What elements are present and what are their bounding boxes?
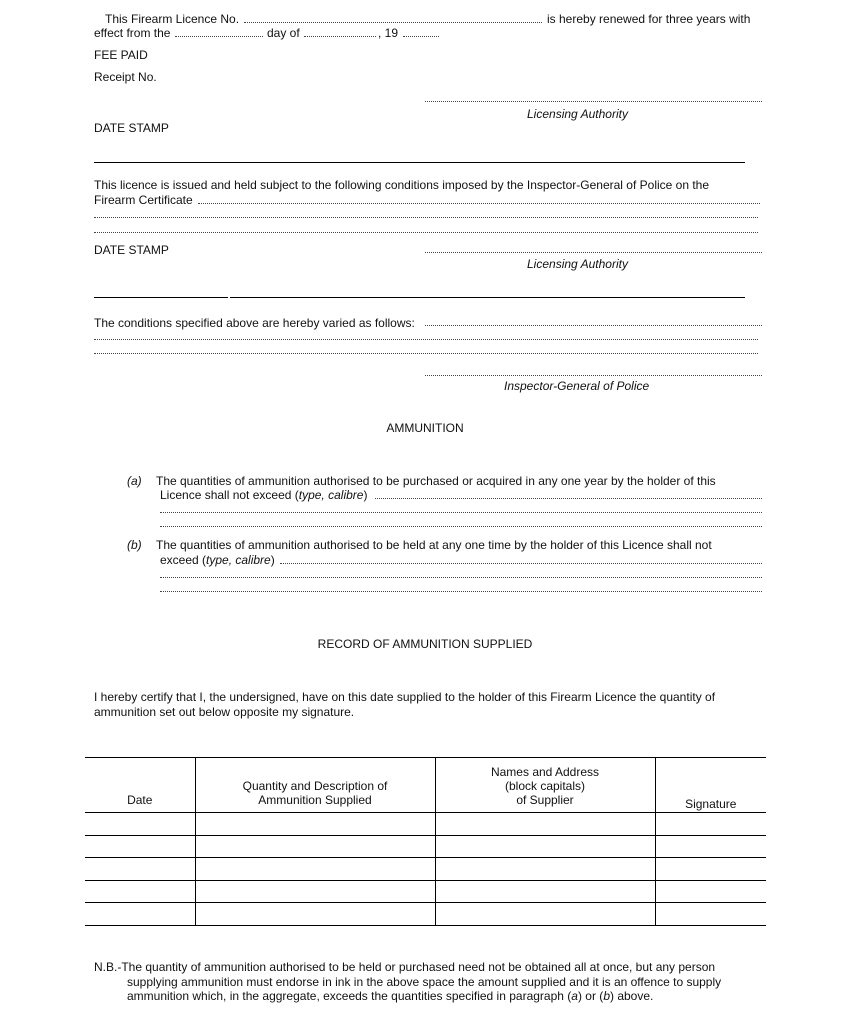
cell-signature[interactable] bbox=[655, 880, 766, 903]
cell-date[interactable] bbox=[85, 813, 195, 836]
certify-line1: I hereby certify that I, the undersigned, have on this date supplied to the holder of this Firearm Licence the quantity of bbox=[94, 690, 716, 704]
cell-supplier[interactable] bbox=[435, 835, 655, 858]
cell-signature[interactable] bbox=[655, 813, 766, 836]
receipt-no-label: Receipt No. bbox=[94, 70, 157, 84]
column-header-supplier bbox=[435, 758, 655, 813]
cell-signature[interactable] bbox=[655, 903, 766, 926]
item-b-line2-italic: type, calibre bbox=[206, 553, 271, 567]
cell-quantity[interactable] bbox=[195, 813, 435, 836]
cell-date[interactable] bbox=[85, 835, 195, 858]
column-header-date bbox=[85, 758, 195, 813]
column-header-supplier-line1: Names and Address bbox=[490, 765, 600, 779]
cell-quantity[interactable] bbox=[195, 903, 435, 926]
column-header-date-label: Date bbox=[127, 793, 153, 807]
cell-supplier[interactable] bbox=[435, 903, 655, 926]
item-b-line2-prefix: exceed ( bbox=[160, 553, 207, 567]
licensing-authority-signature-field-2[interactable] bbox=[425, 252, 762, 253]
day-of-label: day of bbox=[267, 26, 300, 40]
item-b-line2-suffix: ) bbox=[270, 553, 275, 567]
table-row bbox=[85, 813, 766, 836]
note-line3-suffix: ) above. bbox=[610, 989, 654, 1003]
item-a-line2-italic: type, calibre bbox=[298, 488, 364, 502]
cell-supplier[interactable] bbox=[435, 858, 655, 881]
fee-paid-label: FEE PAID bbox=[94, 48, 148, 62]
cell-supplier[interactable] bbox=[435, 880, 655, 903]
certify-line2: ammunition set out below opposite my signature. bbox=[94, 705, 355, 719]
ammunition-record-table bbox=[85, 757, 766, 926]
variation-field-line2[interactable] bbox=[94, 339, 758, 340]
table-row bbox=[85, 858, 766, 881]
cell-date[interactable] bbox=[85, 858, 195, 881]
variation-field-line1[interactable] bbox=[425, 325, 762, 326]
date-stamp-label-2: DATE STAMP bbox=[94, 243, 169, 257]
note-line1: N.B.-The quantity of ammunition authorised to be held or purchased need not be obtained all at once, but any person bbox=[94, 960, 716, 974]
variation-field-line3[interactable] bbox=[94, 353, 758, 354]
cell-date[interactable] bbox=[85, 903, 195, 926]
table-row bbox=[85, 880, 766, 903]
column-header-signature-label: Signature bbox=[685, 797, 737, 811]
cell-quantity[interactable] bbox=[195, 858, 435, 881]
note-line3-para-b: b bbox=[603, 989, 610, 1003]
item-a-field-line3[interactable] bbox=[160, 526, 762, 527]
table-header-row bbox=[85, 758, 766, 813]
item-b-line1: The quantities of ammunition authorised to be held at any one time by the holder of this Licence shall not bbox=[156, 538, 712, 552]
note-line3 bbox=[127, 989, 653, 1003]
item-a-line2-prefix: Licence shall not exceed ( bbox=[160, 488, 299, 502]
item-b-line2 bbox=[160, 553, 275, 567]
effect-from-label: effect from the bbox=[94, 26, 171, 40]
licensing-authority-signature-field-1[interactable] bbox=[425, 101, 762, 102]
cell-signature[interactable] bbox=[655, 858, 766, 881]
column-header-quantity-line1: Quantity and Description of bbox=[242, 779, 388, 793]
licence-number-field[interactable] bbox=[244, 22, 542, 23]
note-line3-para-a: a bbox=[571, 989, 578, 1003]
item-a-line2-suffix: ) bbox=[363, 488, 368, 502]
inspector-general-caption: Inspector-General of Police bbox=[504, 379, 650, 393]
item-b-field-line3[interactable] bbox=[160, 591, 762, 592]
note-line3-prefix: ammunition which, in the aggregate, exceeds the quantities specified in paragraph ( bbox=[127, 989, 572, 1003]
item-b-label: (b) bbox=[127, 538, 142, 552]
licensing-authority-caption-2: Licensing Authority bbox=[527, 257, 628, 271]
year-prefix-label: , 19 bbox=[378, 26, 399, 40]
conditions-field-line3[interactable] bbox=[94, 232, 758, 233]
inspector-general-signature-field[interactable] bbox=[425, 375, 762, 376]
effect-day-field[interactable] bbox=[175, 36, 263, 37]
section-divider-1 bbox=[94, 162, 745, 163]
item-a-field-line2[interactable] bbox=[160, 512, 762, 513]
note-line3-mid: ) or ( bbox=[577, 989, 604, 1003]
licensing-authority-caption-1: Licensing Authority bbox=[527, 107, 628, 121]
renewal-licence-no-label: This Firearm Licence No. bbox=[105, 12, 240, 26]
effect-month-field[interactable] bbox=[304, 36, 376, 37]
column-header-signature bbox=[655, 758, 766, 813]
conditions-text-line1: This licence is issued and held subject to the following conditions imposed by the Inspector-General of Police on the bbox=[94, 178, 710, 192]
column-header-supplier-line2: (block capitals) bbox=[504, 779, 586, 793]
variation-text: The conditions specified above are hereby varied as follows: bbox=[94, 316, 415, 330]
section-divider-2a bbox=[94, 297, 228, 298]
note-line2: supplying ammunition must endorse in ink in the above space the amount supplied and it is an offence to supply bbox=[127, 975, 722, 989]
section-divider-2b bbox=[230, 297, 745, 298]
item-a-line2 bbox=[160, 488, 367, 502]
firearm-certificate-label: Firearm Certificate bbox=[94, 193, 193, 207]
item-b-field-line2[interactable] bbox=[160, 577, 762, 578]
conditions-field-line2[interactable] bbox=[94, 217, 758, 218]
cell-quantity[interactable] bbox=[195, 835, 435, 858]
ammunition-heading: AMMUNITION bbox=[386, 421, 464, 435]
renewal-text-suffix: is hereby renewed for three years with bbox=[547, 12, 751, 26]
item-a-field-line1[interactable] bbox=[375, 498, 762, 499]
conditions-field-line1[interactable] bbox=[198, 203, 760, 204]
date-stamp-label-1: DATE STAMP bbox=[94, 121, 169, 135]
record-heading: RECORD OF AMMUNITION SUPPLIED bbox=[317, 637, 533, 651]
column-header-quantity bbox=[195, 758, 435, 813]
table-row bbox=[85, 835, 766, 858]
item-a-label: (a) bbox=[127, 474, 142, 488]
column-header-supplier-line3: of Supplier bbox=[516, 793, 574, 807]
item-a-line1: The quantities of ammunition authorised to be purchased or acquired in any one year by the holder of this bbox=[156, 474, 716, 488]
cell-date[interactable] bbox=[85, 880, 195, 903]
item-b-field-line1[interactable] bbox=[280, 563, 762, 564]
effect-year-field[interactable] bbox=[403, 36, 439, 37]
column-header-quantity-line2: Ammunition Supplied bbox=[258, 793, 372, 807]
cell-signature[interactable] bbox=[655, 835, 766, 858]
cell-supplier[interactable] bbox=[435, 813, 655, 836]
table-row bbox=[85, 903, 766, 926]
cell-quantity[interactable] bbox=[195, 880, 435, 903]
